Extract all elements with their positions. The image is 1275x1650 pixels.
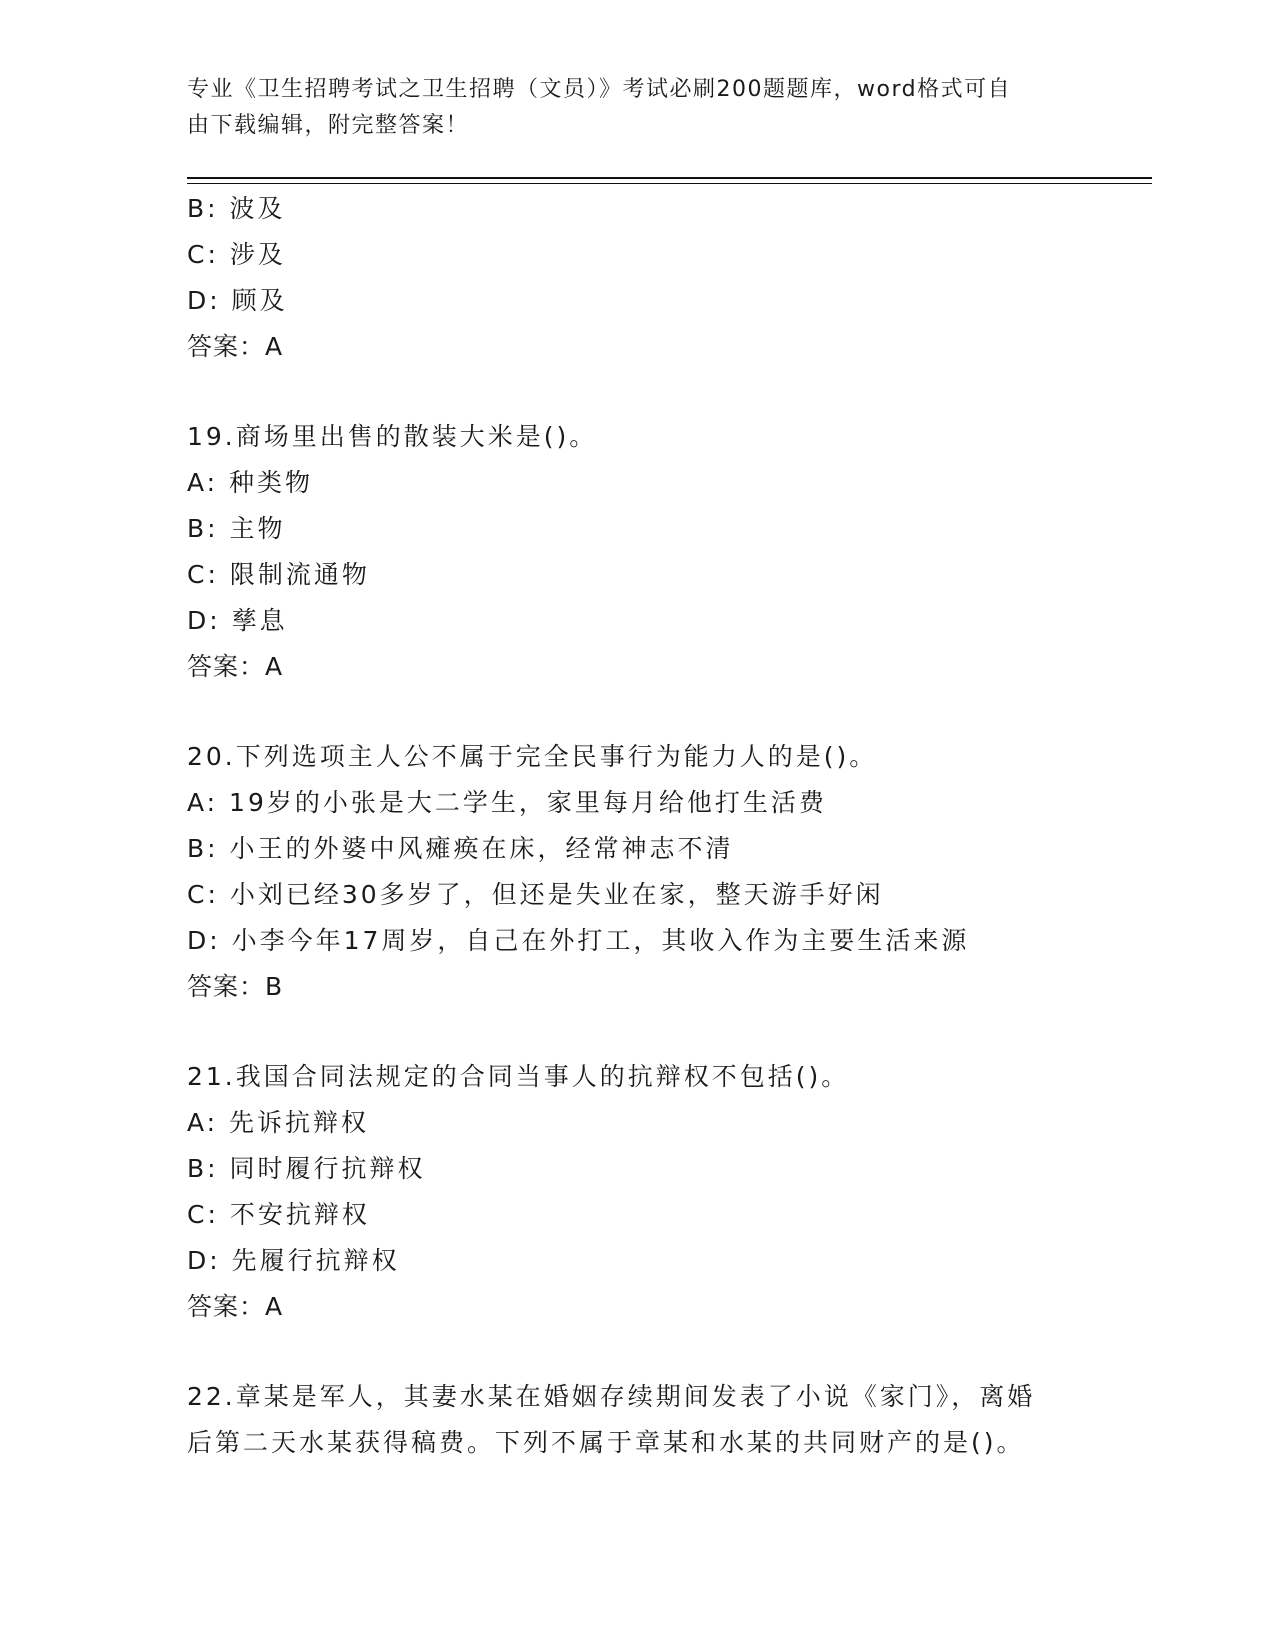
header-line-1: 专业《卫生招聘考试之卫生招聘（文员）》考试必刷200题题库，word格式可自 [187,77,1012,102]
question-content [187,186,1127,1466]
option-a: A: 19岁的小张是大二学生，家里每月给他打生活费 [187,788,827,817]
question-block-22 [187,1374,1127,1466]
option-b: B: 波及 [187,194,286,223]
answer-line: 答案：A [187,332,284,361]
option-b: B: 同时履行抗辩权 [187,1154,426,1183]
option-d: D: 顾及 [187,286,288,315]
option-b: B: 主物 [187,514,286,543]
question-block-19 [187,414,1127,690]
option-d: D: 孳息 [187,606,288,635]
option-c: C: 限制流通物 [187,560,370,589]
option-d: D: 先履行抗辩权 [187,1246,400,1275]
answer-line: 答案：A [187,1292,284,1321]
option-a: A: 种类物 [187,468,314,497]
question-stem-line-1: 22.章某是军人，其妻水某在婚姻存续期间发表了小说《家门》，离婚 [187,1382,1036,1411]
header-rule-thick [187,177,1152,179]
option-a: A: 先诉抗辩权 [187,1108,370,1137]
answer-line: 答案：B [187,972,284,1001]
header-rule-thin [187,183,1152,184]
question-stem-line-2: 后第二天水某获得稿费。下列不属于章某和水某的共同财产的是()。 [187,1428,1025,1457]
option-c: C: 小刘已经30多岁了，但还是失业在家，整天游手好闲 [187,880,884,909]
option-d: D: 小李今年17周岁，自己在外打工，其收入作为主要生活来源 [187,926,970,955]
question-stem: 19.商场里出售的散装大米是()。 [187,422,598,451]
question-block-20 [187,734,1127,1010]
document-header [187,72,1067,144]
option-c: C: 涉及 [187,240,286,269]
question-stem: 21.我国合同法规定的合同当事人的抗辩权不包括()。 [187,1062,850,1091]
answer-line: 答案：A [187,652,284,681]
option-b: B: 小王的外婆中风瘫痪在床，经常神志不清 [187,834,734,863]
question-stem: 20.下列选项主人公不属于完全民事行为能力人的是()。 [187,742,878,771]
option-c: C: 不安抗辩权 [187,1200,370,1229]
header-line-2: 由下载编辑，附完整答案！ [187,113,470,138]
question-block-previous [187,186,1127,370]
question-block-21 [187,1054,1127,1330]
